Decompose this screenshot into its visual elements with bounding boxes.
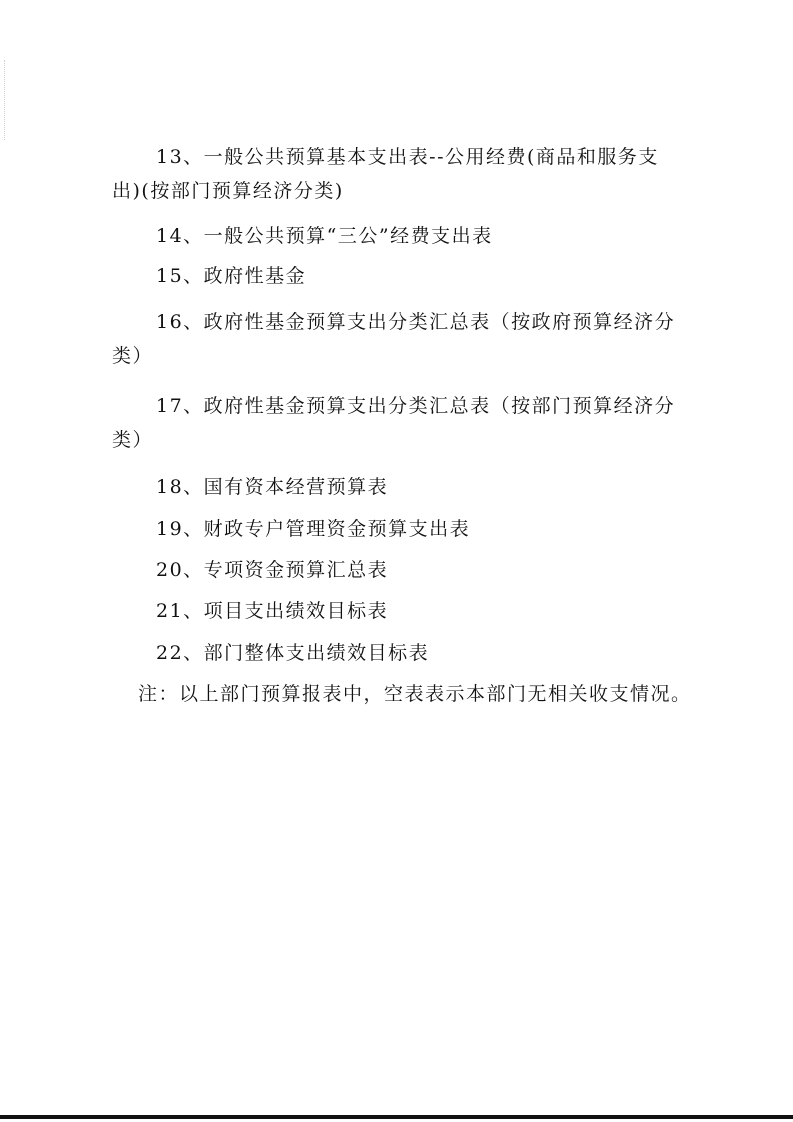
list-item-19: 19、财政专户管理资金预算支出表 (156, 518, 471, 540)
note-text: 注：以上部门预算报表中，空表表示本部门无相关收支情况。 (138, 683, 692, 705)
list-item-20: 20、专项资金预算汇总表 (156, 559, 389, 581)
list-item-14: 14、一般公共预算“三公”经费支出表 (156, 225, 493, 247)
bottom-border-line (0, 1115, 793, 1119)
list-item-15: 15、政府性基金 (156, 265, 307, 287)
list-item-22: 22、部门整体支出绩效目标表 (156, 642, 430, 664)
list-item-16-line-2: 类） (112, 345, 154, 367)
scan-artifact (4, 60, 7, 140)
list-item-16-line-1: 16、政府性基金预算支出分类汇总表（按政府预算经济分 (156, 311, 676, 333)
list-item-13-line-2: 出)(按部门预算经济分类) (112, 180, 344, 202)
list-item-18: 18、国有资本经营预算表 (156, 476, 389, 498)
list-item-17-line-1: 17、政府性基金预算支出分类汇总表（按部门预算经济分 (156, 395, 676, 417)
list-item-13-line-1: 13、一般公共预算基本支出表--公用经费(商品和服务支 (156, 146, 659, 168)
list-item-17-line-2: 类） (112, 429, 154, 451)
list-item-21: 21、项目支出绩效目标表 (156, 600, 389, 622)
